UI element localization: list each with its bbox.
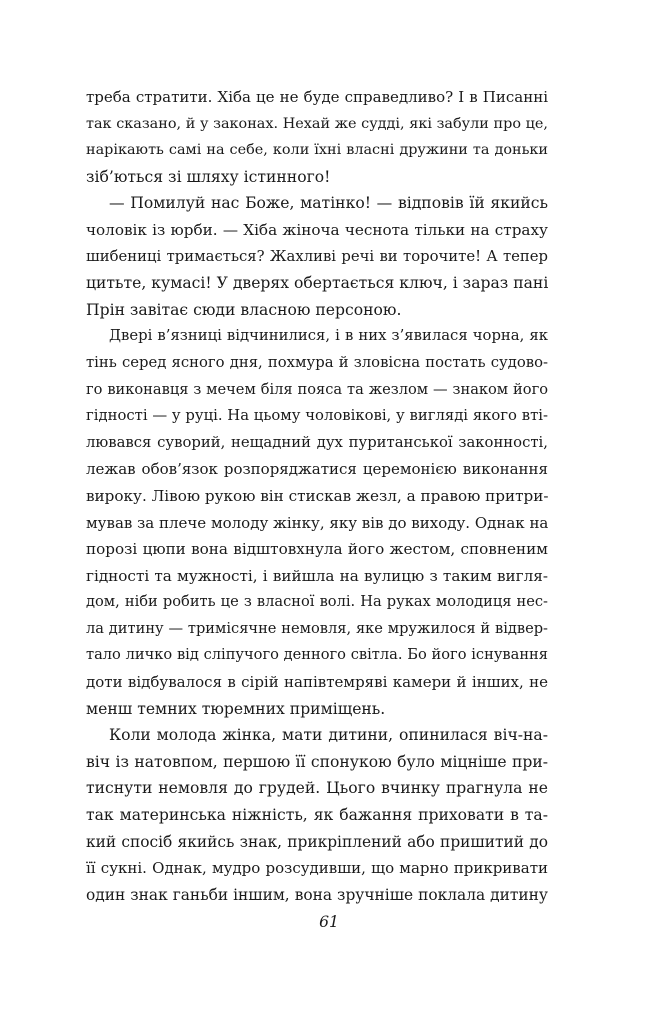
text-line: дом, ніби робить це з власної волі. На руках молодиця нес-	[86, 593, 548, 611]
text-line: треба стратити. Хіба це не буде справедливо? І в Писанні	[86, 88, 548, 106]
text-line: лювався суворий, нещадний дух пуританської законності,	[86, 433, 548, 451]
text-line: нарікають самі на себе, коли їхні власні дружини та доньки	[86, 142, 548, 159]
text-line: доти відбувалося в сірій напівтемряві камери й інших, не	[86, 673, 548, 692]
text-line: Коли молода жінка, мати дитини, опинилася віч-на-	[109, 726, 548, 745]
text-line: Двері в’язниці відчинилися, і в них з’явилася чорна, як	[109, 327, 548, 345]
text-line: так сказано, й у законах. Нехай же судді, які забули про це,	[86, 115, 548, 132]
text-line: віч із натовпом, першою її спонукою було міцніше при-	[86, 752, 548, 771]
text-line: кий спосіб якийсь знак, прикріплений або пришитий до	[86, 832, 548, 851]
text-line: ла дитину — тримісячне немовля, яке мружилося й відвер-	[86, 619, 548, 637]
text-line: лежав обов’язок розпоряджатися церемонією виконання	[86, 460, 548, 479]
text-line: порозі цюпи вона відштовхнула його жестом, сповненим	[86, 540, 548, 559]
text-line: шибениці тримається? Жахливі речі ви торочите! А тепер	[86, 247, 548, 265]
text-line: зіб’ються зі шляху істинного!	[86, 167, 331, 186]
text-line: гідності та мужності, і вийшла на вулицю з таким вигля-	[86, 566, 548, 585]
text-line: чоловік із юрби. — Хіба жіноча чеснота тільки на страху	[86, 220, 548, 239]
text-line: гідності — у руці. На цьому чоловікові, у вигляді якого вті-	[86, 407, 548, 425]
text-line: тінь серед ясного дня, похмура й зловісна постать судово-	[86, 353, 548, 371]
text-line: тало личко від сліпучого денного світла. Бо його існування	[86, 646, 548, 664]
text-line: вироку. Лівою рукою він стискав жезл, а правою притри-	[86, 486, 549, 505]
text-line: тиснути немовля до грудей. Цього вчинку прагнула не	[86, 779, 548, 798]
page-number: 61	[319, 913, 339, 931]
text-line: так материнська ніжність, як бажання приховати в та-	[86, 806, 548, 825]
text-line: Прін завітає сюди власною персоною.	[86, 300, 402, 319]
text-line: цитьте, кумасі! У дверях обертається ключ, і зараз пані	[86, 274, 549, 293]
text-line: її сукні. Однак, мудро розсудивши, що марно прикривати	[86, 859, 548, 878]
text-line: — Помилуй нас Боже, матінко! — відповів їй якийсь	[109, 194, 548, 213]
text-line: го виконавця з мечем біля пояса та жезлом — знаком його	[86, 380, 548, 398]
text-line: мував за плече молоду жінку, яку вів до виходу. Однак на	[86, 513, 549, 532]
text-line: один знак ганьби іншим, вона зручніше поклала дитину	[86, 885, 548, 904]
text-line: менш темних тюремних приміщень.	[86, 699, 386, 718]
body-text	[86, 84, 548, 908]
